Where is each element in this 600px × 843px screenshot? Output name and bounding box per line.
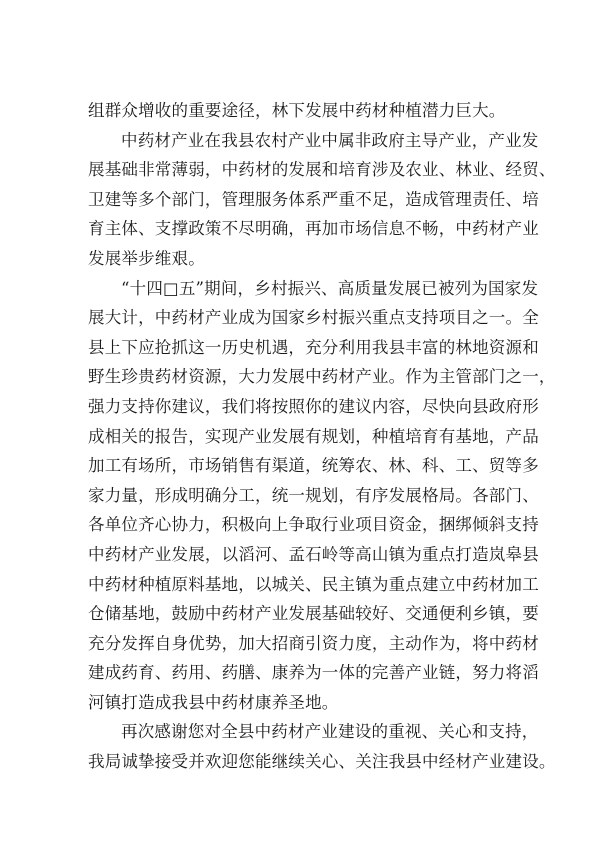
text-line: 中药材产业发展，以滔河、孟石岭等高山镇为重点打造岚皋县 (88, 544, 539, 564)
text-line: 育主体、支撑政策不尽明确，再加市场信息不畅，中药材产业 (88, 219, 539, 239)
text-line: 建成药育、药用、药膳、康养为一体的完善产业链，努力将滔 (88, 663, 539, 683)
text-line: 加工有场所，市场销售有渠道，统筹农、林、科、工、贸等多 (88, 456, 539, 476)
text-line: 家力量，形成明确分工，统一规划，有序发展格局。各部门、 (88, 485, 539, 505)
text-line: 展基础非常薄弱，中药材的发展和培育涉及农业、林业、经贸、 (88, 160, 556, 180)
paragraph-3 (88, 274, 556, 718)
text-line: 展大计，中药材产业成为国家乡村振兴重点支持项目之一。全 (88, 308, 539, 328)
text-line: “十四□五”期间，乡村振兴、高质量发展已被列为国家发 (121, 278, 539, 298)
text-line: 中药材产业在我县农村产业中属非政府主导产业，产业发 (121, 130, 539, 150)
text-line: 我局诚挚接受并欢迎您能继续关心、关注我县中经材产业建设。 (88, 752, 556, 772)
text-line: 成相关的报告，实现产业发展有规划，种植培育有基地，产品 (88, 426, 539, 446)
text-line: 发展举步维艰。 (88, 248, 205, 268)
paragraph-2 (88, 126, 556, 274)
text-line: 充分发挥自身优势，加大招商引资力度，主动作为，将中药材 (88, 633, 539, 653)
text-line: 中药材种植原料基地，以城关、民主镇为重点建立中药材加工 (88, 574, 539, 594)
text-line: 强力支持你建议，我们将按照你的建议内容，尽快向县政府形 (88, 396, 539, 416)
paragraph-1 (88, 96, 522, 126)
text-line: 仓储基地，鼓励中药材产业发展基础较好、交通便利乡镇，要 (88, 604, 539, 624)
text-line: 县上下应抢抓这一历史机遇，充分利用我县丰富的林地资源和 (88, 337, 539, 357)
text-line: 河镇打造成我县中药材康养圣地。 (88, 692, 339, 712)
text-line: 野生珍贵药材资源，大力发展中药材产业。作为主管部门之一， (88, 367, 556, 387)
paragraph-4 (88, 717, 556, 776)
text-line: 卫建等多个部门，管理服务体系严重不足，造成管理责任、培 (88, 189, 539, 209)
document-page (88, 96, 556, 777)
text-line: 组群众增收的重要途径，林下发展中药材种植潜力巨大。 (88, 101, 506, 120)
text-line: 各单位齐心协力，积极向上争取行业项目资金，捆绑倾斜支持 (88, 515, 539, 535)
text-line: 再次感谢您对全县中药材产业建设的重视、关心和支持， (121, 722, 539, 742)
